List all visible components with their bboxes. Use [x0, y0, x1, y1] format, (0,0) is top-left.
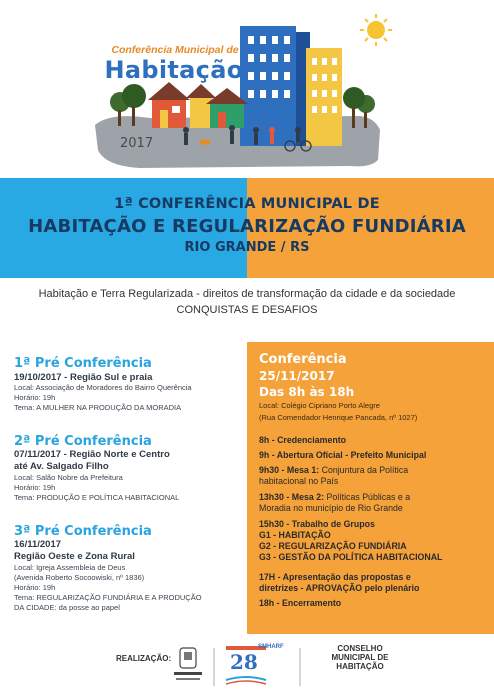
agenda-item [259, 492, 489, 514]
pre1-hora: Horário: 19h [14, 393, 56, 402]
logo-title: Habitação [104, 56, 244, 84]
pre-conference-1 [14, 356, 242, 413]
pre3-tema-cont: DA CIDADE: da posse ao papel [14, 603, 120, 612]
pre3-tema: Tema: REGULARIZAÇÃO FUNDIÁRIA E A PRODUÇÃO [14, 593, 202, 602]
agenda-text: G3 - GESTÃO DA POLÍTICA HABITACIONAL [259, 552, 443, 562]
realizacao-label: REALIZAÇÃO: [116, 654, 172, 663]
pre-conference-3 [14, 524, 242, 613]
agenda-item [259, 572, 489, 594]
pre2-hora: Horário: 19h [14, 483, 56, 492]
pre-conference-2 [14, 434, 242, 503]
title-line1: 1ª CONFERÊNCIA MUNICIPAL DE [114, 196, 380, 212]
subtitle-line2: CONQUISTAS E DESAFIOS [176, 304, 318, 316]
pre3-address: (Avenida Roberto Socoowiski, nº 1836) [14, 573, 145, 582]
agenda-text: 15h30 - Trabalho de Grupos [259, 519, 375, 529]
agenda-item [259, 541, 489, 552]
conf-local: Local: Colégio Cipriano Porto Alegre [259, 401, 380, 410]
pre-conferences-column [0, 342, 247, 634]
title-line3: RIO GRANDE / RS [184, 240, 310, 255]
pre3-local: Local: Igreja Assembleia de Deus [14, 563, 126, 572]
conselho-line3: HABITAÇÃO [336, 662, 384, 671]
houses [148, 82, 248, 128]
agenda-time: 9h30 - Mesa 1: [259, 465, 320, 475]
agenda-item [259, 598, 489, 609]
smharf-label: SMHARF [258, 644, 284, 650]
pre1-tema: Tema: A MULHER NA PRODUÇÃO DA MORADIA [14, 403, 182, 412]
agenda-text: 18h - Encerramento [259, 598, 342, 608]
agenda-text: 17H - Apresentação das propostas e [259, 572, 411, 582]
pre2-tema: Tema: PRODUÇÃO E POLÍTICA HABITACIONAL [14, 493, 180, 502]
agenda-item [259, 435, 489, 446]
agenda-text: 9h - Abertura Oficial - Prefeito Municipal [259, 450, 427, 460]
subtitle-line1: Habitação e Terra Regularizada - direitos de transformação da cidade e da sociedade [38, 288, 456, 300]
agenda-text: Conjuntura da Política [321, 465, 409, 475]
agenda-item [259, 450, 489, 461]
sun-icon [360, 14, 392, 46]
conference-header [259, 352, 489, 423]
conf-time: Das 8h às 18h [259, 385, 355, 399]
agenda-text: diretrizes - APROVAÇÃO pelo plenário [259, 583, 420, 593]
pre1-local: Local: Associação de Moradores do Bairro Querência [14, 383, 192, 392]
header-illustration [0, 0, 494, 178]
footer [0, 634, 494, 700]
pre2-title: 2ª Pré Conferência [14, 434, 152, 449]
agenda-text: Políticas Públicas e a [326, 492, 411, 502]
pre1-title: 1ª Pré Conferência [14, 356, 152, 371]
pre3-hora: Horário: 19h [14, 583, 56, 592]
agenda-text: G2 - REGULARIZAÇÃO FUNDIÁRIA [259, 541, 407, 551]
agenda-text: habitacional no País [259, 476, 339, 486]
conselho-logo [310, 644, 410, 671]
pre2-date: 07/11/2017 - Região Norte e Centro [14, 449, 170, 460]
agenda-text: 8h - Credenciamento [259, 435, 347, 445]
conf-address: (Rua Comendador Henrique Pancada, nº 1027) [259, 413, 418, 422]
agenda-text: Moradia no município de Rio Grande [259, 503, 403, 513]
anniversary-number: 28 [230, 650, 258, 674]
title-band [0, 178, 494, 278]
agenda-text: G1 - HABITAÇÃO [259, 530, 331, 540]
conf-date: 25/11/2017 [259, 369, 335, 383]
pre2-local: Local: Salão Nobre da Prefeitura [14, 473, 123, 482]
agenda-item [259, 530, 489, 541]
pre3-date: 16/11/2017 [14, 539, 62, 550]
pre3-title: 3ª Pré Conferência [14, 524, 152, 539]
agenda-time: 13h30 - Mesa 2: [259, 492, 325, 502]
pre2-date-cont: até Av. Salgado Filho [14, 461, 109, 472]
coat-of-arms-logo [174, 648, 202, 680]
conselho-line2: MUNICIPAL DE [331, 653, 389, 662]
agenda-item [259, 552, 489, 563]
conselho-line1: CONSELHO [337, 644, 383, 653]
conf-title: Conferência [259, 352, 347, 367]
pre3-region: Região Oeste e Zona Rural [14, 551, 135, 562]
city-illustration [0, 0, 494, 178]
pre1-date: 19/10/2017 - Região Sul e praia [14, 372, 153, 383]
subtitle [0, 286, 494, 318]
logo-line1: Conferência Municipal de [111, 44, 239, 56]
agenda-item [259, 519, 489, 530]
title-line2: HABITAÇÃO E REGULARIZAÇÃO FUNDIÁRIA [28, 216, 466, 237]
logo-year: 2017 [120, 136, 154, 151]
conference-column [247, 342, 494, 634]
agenda-item [259, 465, 489, 487]
